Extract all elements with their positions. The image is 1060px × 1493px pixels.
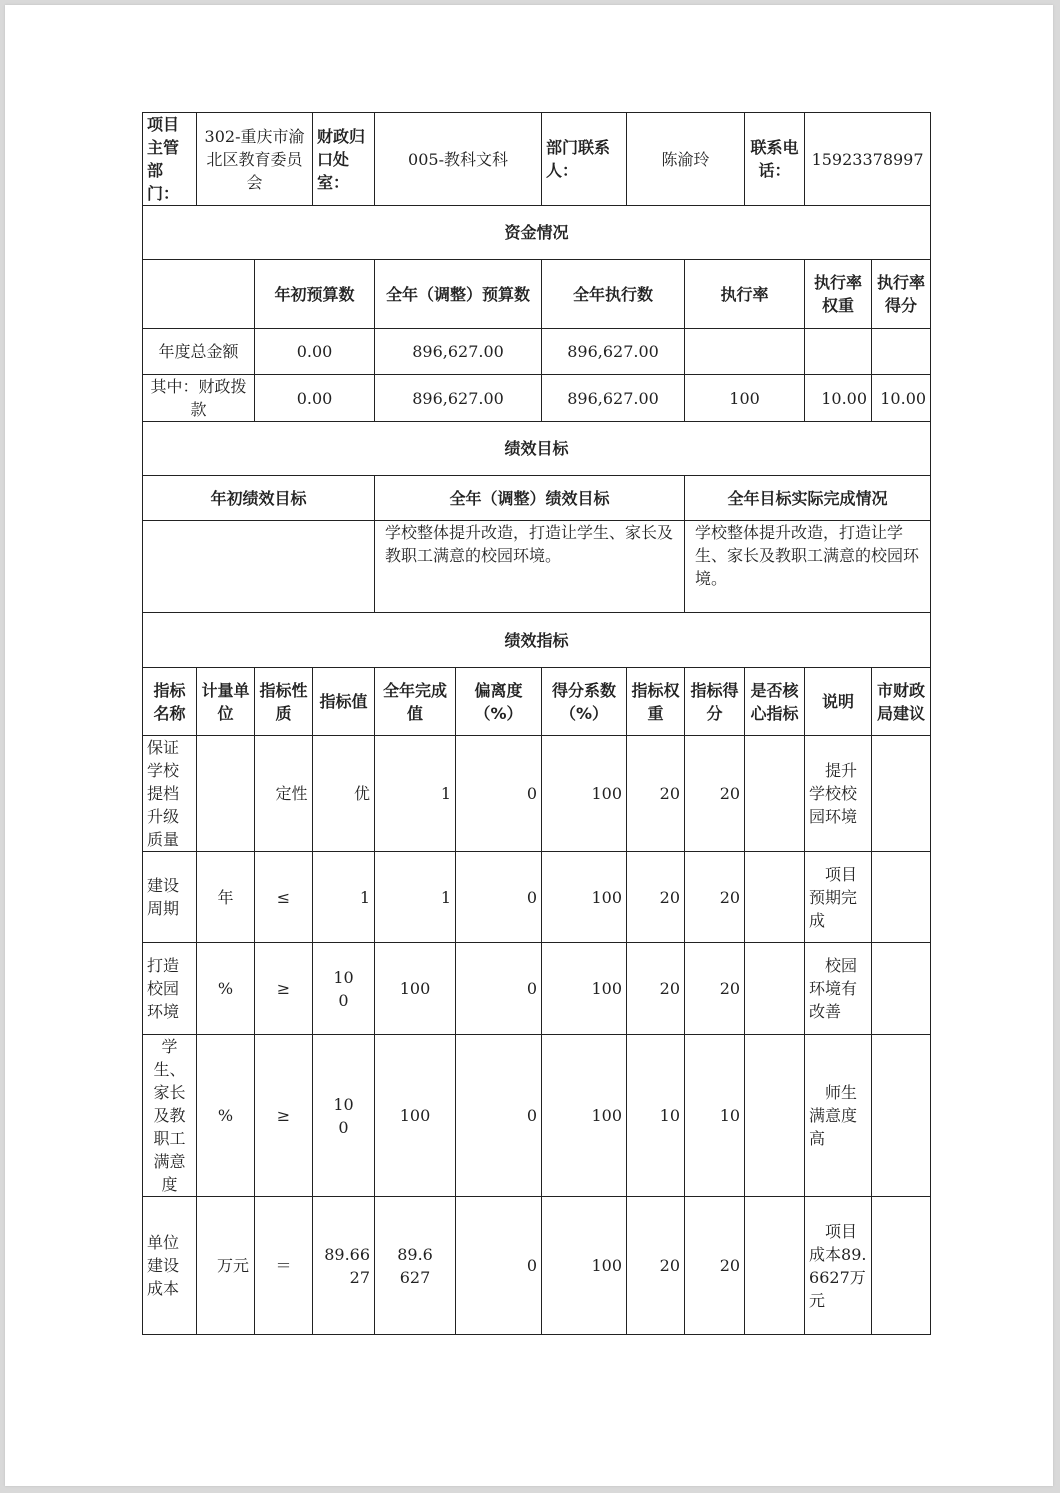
ind-advice bbox=[872, 736, 931, 852]
ind-weight: 20 bbox=[627, 736, 685, 852]
goals-actual-text: 学校整体提升改造，打造让学生、家长及教职工满意的校园环境。 bbox=[685, 521, 931, 613]
ind-col-deviation: 偏离度（%） bbox=[456, 668, 542, 736]
ind-note: 提升学校校园环境 bbox=[805, 736, 872, 852]
ind-value: 1 bbox=[313, 852, 375, 943]
funds-row-rate: 100 bbox=[685, 375, 805, 422]
ind-col-advice: 市财政局建议 bbox=[872, 668, 931, 736]
indicator-row bbox=[143, 1197, 931, 1335]
ind-col-core: 是否核心指标 bbox=[745, 668, 805, 736]
ind-col-weight: 指标权重 bbox=[627, 668, 685, 736]
ind-value: 100 bbox=[313, 1035, 375, 1197]
ind-deviation: 0 bbox=[456, 943, 542, 1035]
phone-label: 联系电话： bbox=[745, 113, 805, 206]
ind-nature: ＝ bbox=[255, 1197, 313, 1335]
ind-coef: 100 bbox=[542, 736, 627, 852]
goals-section-title: 绩效目标 bbox=[143, 422, 931, 476]
ind-completed: 100 bbox=[375, 1035, 456, 1197]
funds-col-score: 执行率得分 bbox=[872, 260, 931, 329]
funds-row-weight bbox=[805, 329, 872, 375]
ind-deviation: 0 bbox=[456, 1197, 542, 1335]
funds-row-initial: 0.00 bbox=[255, 375, 375, 422]
ind-coef: 100 bbox=[542, 943, 627, 1035]
funds-col-adjusted: 全年（调整）预算数 bbox=[375, 260, 542, 329]
ind-name: 学生、家长及教职工满意度 bbox=[143, 1035, 197, 1197]
ind-col-score: 指标得分 bbox=[685, 668, 745, 736]
ind-coef: 100 bbox=[542, 1035, 627, 1197]
goals-col-initial: 年初绩效目标 bbox=[143, 476, 375, 521]
ind-col-coef: 得分系数（%） bbox=[542, 668, 627, 736]
funds-row-score bbox=[872, 329, 931, 375]
goals-header-row bbox=[143, 476, 931, 521]
ind-completed: 1 bbox=[375, 852, 456, 943]
ind-col-value: 指标值 bbox=[313, 668, 375, 736]
ind-deviation: 0 bbox=[456, 1035, 542, 1197]
ind-advice bbox=[872, 1197, 931, 1335]
ind-unit: 万元 bbox=[197, 1197, 255, 1335]
funds-col-rate: 执行率 bbox=[685, 260, 805, 329]
ind-col-unit: 计量单位 bbox=[197, 668, 255, 736]
funds-row-executed: 896,627.00 bbox=[542, 329, 685, 375]
funds-row-label: 其中：财政拨款 bbox=[143, 375, 255, 422]
ind-deviation: 0 bbox=[456, 736, 542, 852]
goals-col-actual: 全年目标实际完成情况 bbox=[685, 476, 931, 521]
ind-col-note: 说明 bbox=[805, 668, 872, 736]
funds-row-adjusted: 896,627.00 bbox=[375, 329, 542, 375]
ind-weight: 10 bbox=[627, 1035, 685, 1197]
ind-value: 优 bbox=[313, 736, 375, 852]
ind-coef: 100 bbox=[542, 852, 627, 943]
ind-advice bbox=[872, 852, 931, 943]
ind-value: 100 bbox=[313, 943, 375, 1035]
ind-weight: 20 bbox=[627, 943, 685, 1035]
ind-note: 项目预期完成 bbox=[805, 852, 872, 943]
ind-nature: ≥ bbox=[255, 943, 313, 1035]
funds-row-initial: 0.00 bbox=[255, 329, 375, 375]
goals-content-row bbox=[143, 521, 931, 613]
funds-col-executed: 全年执行数 bbox=[542, 260, 685, 329]
ind-name: 单位建设成本 bbox=[143, 1197, 197, 1335]
finance-value: 005-教科文科 bbox=[375, 113, 542, 206]
funds-header-row bbox=[143, 260, 931, 329]
ind-deviation: 0 bbox=[456, 852, 542, 943]
ind-score: 20 bbox=[685, 1197, 745, 1335]
contact-label: 部门联系人： bbox=[542, 113, 627, 206]
ind-completed: 100 bbox=[375, 943, 456, 1035]
ind-note: 项目成本89.6627万元 bbox=[805, 1197, 872, 1335]
funds-header-empty bbox=[143, 260, 255, 329]
ind-core bbox=[745, 1035, 805, 1197]
ind-name: 建设周期 bbox=[143, 852, 197, 943]
funds-row-weight: 10.00 bbox=[805, 375, 872, 422]
indicator-row bbox=[143, 852, 931, 943]
ind-note: 师生满意度高 bbox=[805, 1035, 872, 1197]
ind-advice bbox=[872, 943, 931, 1035]
ind-weight: 20 bbox=[627, 1197, 685, 1335]
ind-unit: 年 bbox=[197, 852, 255, 943]
ind-advice bbox=[872, 1035, 931, 1197]
funds-row-executed: 896,627.00 bbox=[542, 375, 685, 422]
ind-unit bbox=[197, 736, 255, 852]
ind-score: 20 bbox=[685, 943, 745, 1035]
ind-value: 89.6627 bbox=[313, 1197, 375, 1335]
contact-value: 陈渝玲 bbox=[627, 113, 745, 206]
ind-nature: ≤ bbox=[255, 852, 313, 943]
indicators-section-title: 绩效指标 bbox=[143, 613, 931, 668]
dept-label: 项目主管部门： bbox=[143, 113, 197, 206]
ind-weight: 20 bbox=[627, 852, 685, 943]
ind-core bbox=[745, 1197, 805, 1335]
dept-value: 302-重庆市渝北区教育委员会 bbox=[197, 113, 313, 206]
goals-initial-text bbox=[143, 521, 375, 613]
funds-row-adjusted: 896,627.00 bbox=[375, 375, 542, 422]
funds-row-fiscal bbox=[143, 375, 931, 422]
performance-table bbox=[142, 112, 931, 1335]
phone-value: 15923378997 bbox=[805, 113, 931, 206]
indicator-row bbox=[143, 943, 931, 1035]
funds-row-score: 10.00 bbox=[872, 375, 931, 422]
indicators-header-row bbox=[143, 668, 931, 736]
ind-core bbox=[745, 943, 805, 1035]
funds-row-total bbox=[143, 329, 931, 375]
ind-col-name: 指标名称 bbox=[143, 668, 197, 736]
funds-col-weight: 执行率权重 bbox=[805, 260, 872, 329]
ind-note: 校园环境有改善 bbox=[805, 943, 872, 1035]
funds-row-rate bbox=[685, 329, 805, 375]
header-row bbox=[143, 113, 931, 206]
indicator-row bbox=[143, 1035, 931, 1197]
ind-col-nature: 指标性质 bbox=[255, 668, 313, 736]
ind-core bbox=[745, 852, 805, 943]
ind-col-completed: 全年完成值 bbox=[375, 668, 456, 736]
ind-unit: % bbox=[197, 943, 255, 1035]
ind-unit: % bbox=[197, 1035, 255, 1197]
ind-name: 打造校园环境 bbox=[143, 943, 197, 1035]
ind-completed: 1 bbox=[375, 736, 456, 852]
ind-coef: 100 bbox=[542, 1197, 627, 1335]
goals-adjusted-text: 学校整体提升改造，打造让学生、家长及教职工满意的校园环境。 bbox=[375, 521, 685, 613]
goals-col-adjusted: 全年（调整）绩效目标 bbox=[375, 476, 685, 521]
ind-name: 保证学校提档升级质量 bbox=[143, 736, 197, 852]
document-page bbox=[5, 5, 1053, 1486]
funds-col-initial: 年初预算数 bbox=[255, 260, 375, 329]
indicator-row bbox=[143, 736, 931, 852]
ind-score: 20 bbox=[685, 736, 745, 852]
ind-completed: 89.6627 bbox=[375, 1197, 456, 1335]
ind-core bbox=[745, 736, 805, 852]
finance-label: 财政归口处室： bbox=[313, 113, 375, 206]
ind-nature: 定性 bbox=[255, 736, 313, 852]
funds-section-title: 资金情况 bbox=[143, 206, 931, 260]
ind-score: 10 bbox=[685, 1035, 745, 1197]
ind-nature: ≥ bbox=[255, 1035, 313, 1197]
ind-score: 20 bbox=[685, 852, 745, 943]
funds-row-label: 年度总金额 bbox=[143, 329, 255, 375]
